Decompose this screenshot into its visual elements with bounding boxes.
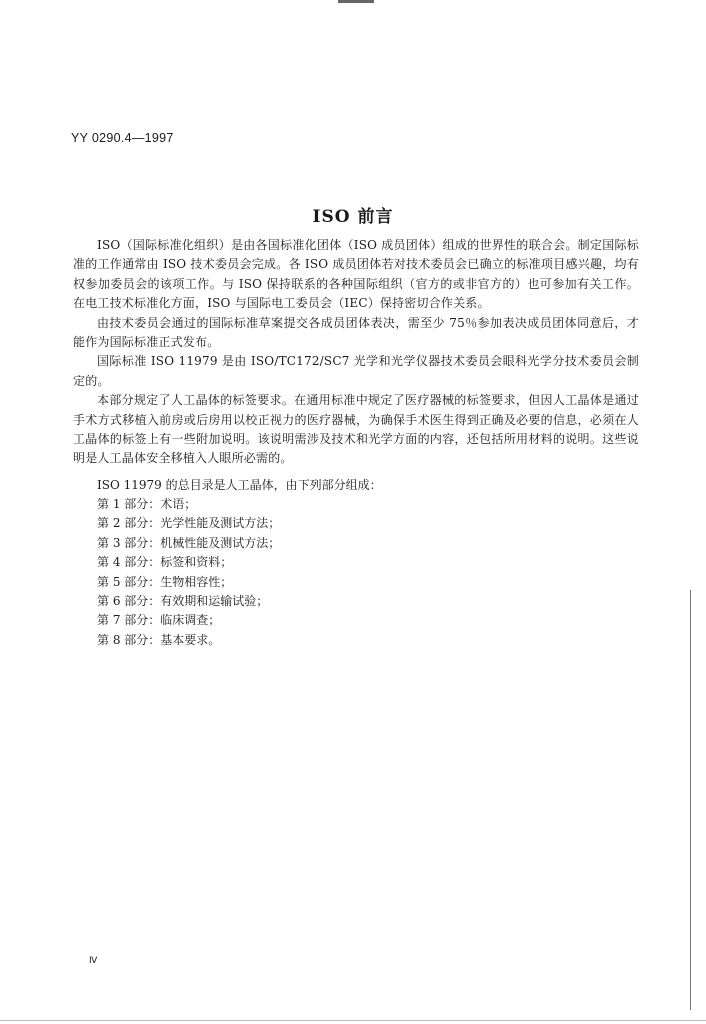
list-item: 第 4 部分：标签和资料；	[97, 555, 233, 570]
scan-artifact-bottom	[0, 1020, 706, 1021]
list-item: 第 6 部分：有效期和运输试验；	[97, 594, 269, 609]
foreword-body	[73, 236, 639, 469]
list-item: 第 3 部分：机械性能及测试方法；	[97, 535, 281, 550]
paragraph-iso-intro: ISO（国际标准化组织）是由各国标准化团体（ISO 成员团体）组成的世界性的联合会。制定国际标准的工作通常由 ISO 技术委员会完成。各 ISO 成员团体若对技术委员会已确立的标准项目感兴趣，均有权参加委员会的该项工作。与 ISO 保持联系的各种国际组织（官方的或非官方的）也可参加有关工作。在电工技术标准化方面，ISO 与国际电工委员会（IEC）保持密切合作关系。	[73, 238, 639, 311]
list-item: 第 1 部分：术语；	[97, 497, 197, 511]
scan-artifact-top	[338, 0, 374, 3]
list-item: 第 2 部分：光学性能及测试方法；	[97, 516, 281, 531]
paragraph-labelling-scope: 本部分规定了人工晶体的标签要求。在通用标准中规定了医疗器械的标签要求，但因人工晶体是通过手术方式移植入前房或后房用以校正视力的医疗器械，为确保手术医生得到正确及必要的信息，必须在人工晶体的标签上有一些附加说明。该说明需涉及技术和光学方面的内容，还包括所用材料的说明。这些说明是人工晶体安全移植入人眼所必需的。	[73, 393, 639, 466]
paragraph-standard-origin: 国际标准 ISO 11979 是由 ISO/TC172/SC7 光学和光学仪器技术委员会眼科光学分技术委员会制定的。	[73, 354, 639, 388]
parts-intro: ISO 11979 的总目录是人工晶体，由下列部分组成：	[97, 478, 382, 492]
document-code: YY 0290.4—1997	[71, 131, 174, 145]
page-title: ISO 前言	[312, 207, 394, 227]
list-item: 第 5 部分：生物相容性；	[97, 574, 233, 589]
scan-artifact-right	[690, 590, 691, 1010]
parts-list	[97, 495, 280, 650]
list-item: 第 7 部分：临床调查；	[97, 613, 221, 628]
page-number: Ⅳ	[89, 955, 98, 965]
paragraph-voting: 由技术委员会通过的国际标准草案提交各成员团体表决，需至少 75％参加表决成员团体同意后，才能作为国际标准正式发布。	[73, 315, 639, 350]
list-item: 第 8 部分：基本要求。	[97, 632, 221, 647]
